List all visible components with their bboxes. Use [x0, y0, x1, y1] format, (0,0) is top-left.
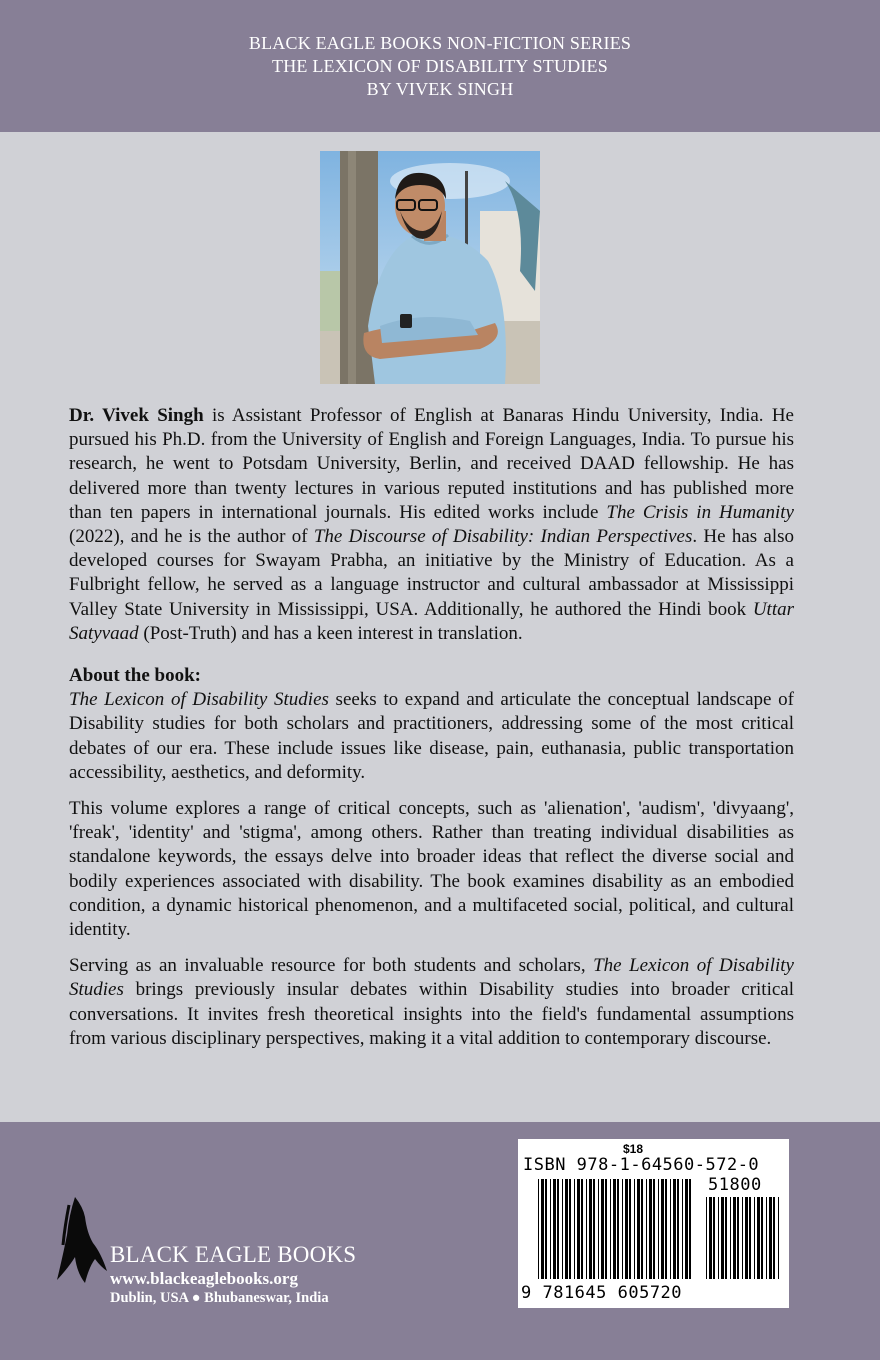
- addon-number: 51800: [708, 1175, 762, 1195]
- about-paragraph-1: [69, 688, 794, 785]
- bio-text: is Assistant Professor of English at Banaras Hindu University, India. He pursued his Ph.D. from the University of English and Foreign Languages, India. To pursue his research, he went to Potsdam University, Berlin, and received DAAD fellowship. He has delivered more than twenty lectures in various reputed institutions and has published more than ten papers in international journals. His edited works include: [69, 405, 794, 523]
- bio-title: The Discourse of Disability: Indian Perspectives: [313, 526, 693, 548]
- isbn-number: ISBN 978-1-64560-572-0: [523, 1155, 760, 1175]
- book-title-italic: The Lexicon of Disability Studies: [69, 689, 329, 711]
- body-text: [69, 404, 794, 1063]
- author-name: Dr. Vivek Singh: [69, 405, 204, 426]
- series-title: BLACK EAGLE BOOKS NON-FICTION SERIES: [248, 32, 632, 53]
- publisher-locations: Dublin, USA ● Bhubaneswar, India: [110, 1290, 329, 1306]
- publisher-name: BLACK EAGLE BOOKS: [110, 1242, 357, 1267]
- bio-title: Uttar Satyvaad: [69, 598, 794, 644]
- bio-text: (2022), and he is the author of: [69, 526, 314, 548]
- about-paragraph-2: This volume explores a range of critical concepts, such as 'alienation', 'audism', 'divyaang', 'freak', 'identity' and 'stigma', among others. Rather than treating individual disabilities as standalone keywords, the essays delve into broader ideas that reflect the diverse social and bodily experiences associated with disability. The book examines disability as an embodied condition, a dynamic historical phenomenon, and a multifaceted social, political, and cultural identity.: [69, 798, 794, 941]
- about-paragraph-3: [69, 954, 794, 1051]
- paragraph-text: brings previously insular debates within Disability studies into broader critical conversations. It invites fresh theoretical insights into the field's fundamental assumptions from various disciplinary perspectives, making it a vital addition to contemporary discourse.: [69, 979, 794, 1049]
- book-title: THE LEXICON OF DISABILITY STUDIES: [272, 55, 608, 76]
- book-title-italic: The Lexicon of Disability Studies: [69, 955, 794, 1001]
- isbn-barcode: [518, 1139, 789, 1308]
- author-line: BY VIVEK SINGH: [366, 78, 514, 99]
- author-photo: [320, 151, 540, 384]
- paragraph-text: Serving as an invaluable resource for both students and scholars,: [69, 955, 594, 977]
- author-bio: [69, 404, 794, 646]
- eagle-logo-icon: [55, 1195, 110, 1285]
- header-band: [0, 0, 880, 132]
- bio-title: The Crisis in Humanity: [606, 501, 794, 523]
- paragraph-text: seeks to expand and articulate the conceptual landscape of Disability studies for both scholars and practitioners, addressing some of the most critical debates of our era. These include issues like disease, pain, euthanasia, public transportation accessibility, aesthetics, and deformity.: [69, 689, 794, 783]
- publisher-url[interactable]: www.blackeaglebooks.org: [110, 1269, 298, 1288]
- about-heading: About the book:: [69, 665, 201, 687]
- bio-text: (Post-Truth) and has a keen interest in translation.: [138, 622, 523, 644]
- bio-text: . He has also developed courses for Swayam Prabha, an initiative by the Ministry of Education. As a Fulbright fellow, he served as a language instructor and cultural ambassador at Mississippi Valley State University in Mississippi, USA. Additionally, he authored the Hindi book: [69, 526, 795, 620]
- barcode-digits: 9 781645 605720: [521, 1283, 683, 1303]
- price-label: $18: [623, 1142, 644, 1156]
